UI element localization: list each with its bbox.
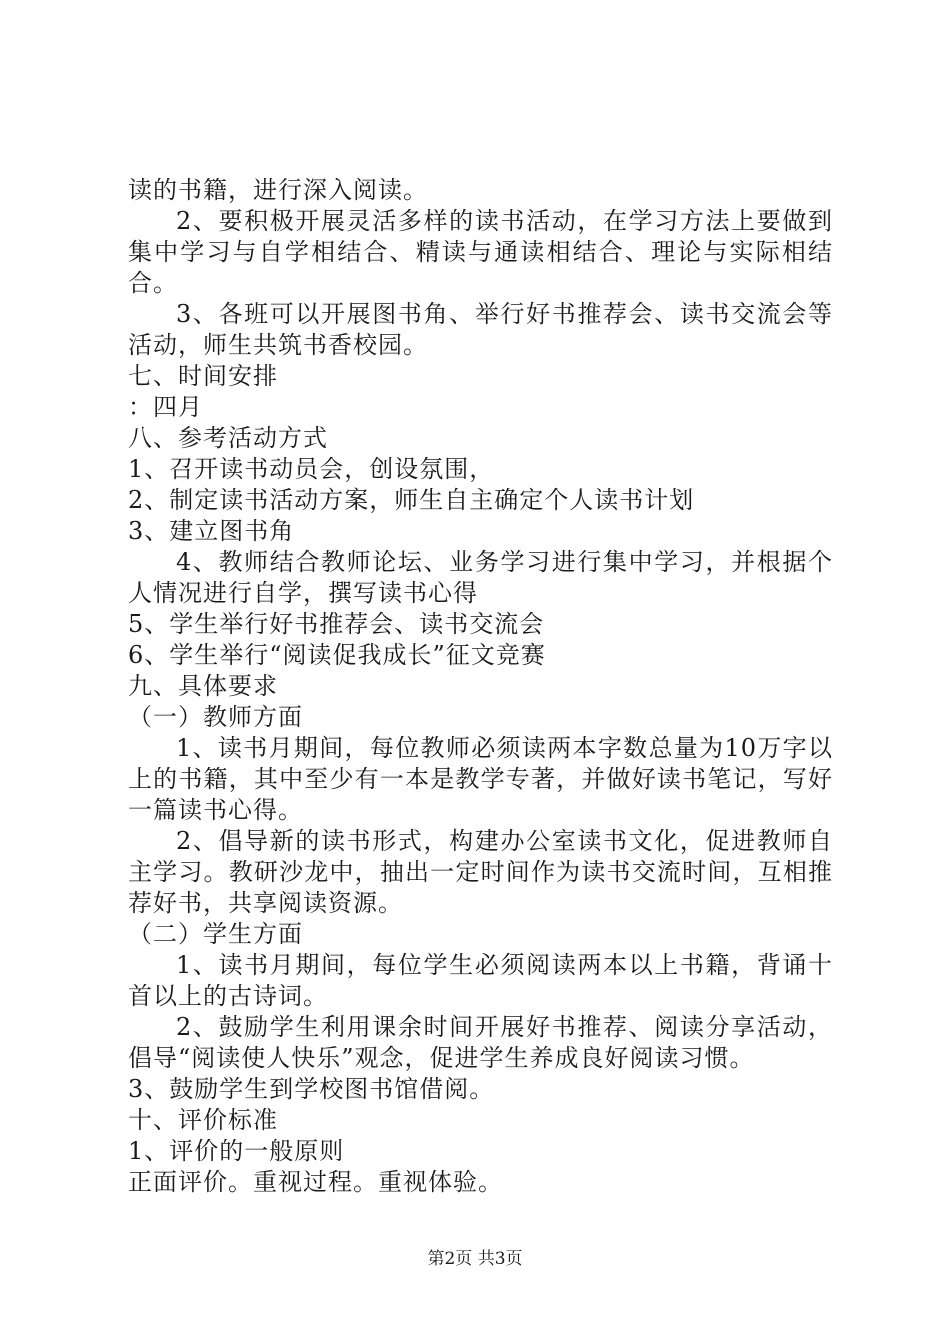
page-footer: 第2页 共3页 <box>427 1249 523 1269</box>
list-item: 3、鼓励学生到学校图书馆借阅。 <box>128 1075 495 1103</box>
document-body <box>128 175 833 1198</box>
list-item: 1、读书月期间，每位学生必须阅读两本以上书籍，背诵十首以上的古诗词。 <box>128 951 833 1010</box>
paragraph: 2、要积极开展灵活多样的读书活动，在学习方法上要做到集中学习与自学相结合、精读与通读相结合、理论与实际相结合。 <box>128 207 833 297</box>
list-item: 1、读书月期间，每位教师必须读两本字数总量为10万字以上的书籍，其中至少有一本是教学专著，并做好读书笔记，写好一篇读书心得。 <box>128 734 833 824</box>
list-item: 1、召开读书动员会，创设氛围， <box>128 455 495 483</box>
list-item: 6、学生举行“阅读促我成长”征文竞赛 <box>128 641 546 669</box>
list-item: 3、建立图书角 <box>128 517 295 545</box>
list-item: 2、制定读书活动方案，师生自主确定个人读书计划 <box>128 486 695 514</box>
list-item: 2、鼓励学生利用课余时间开展好书推荐、阅读分享活动，倡导“阅读使人快乐”观念，促进学生养成良好阅读习惯。 <box>128 1013 833 1072</box>
subsection-heading: （二）学生方面 <box>128 920 303 948</box>
paragraph: 读的书籍，进行深入阅读。 <box>128 176 428 204</box>
list-item: 5、学生举行好书推荐会、读书交流会 <box>128 610 545 638</box>
paragraph: 3、各班可以开展图书角、举行好书推荐会、读书交流会等活动，师生共筑书香校园。 <box>128 300 833 359</box>
section-heading: 八、参考活动方式 <box>128 424 328 452</box>
paragraph: ：四月 <box>128 393 203 421</box>
section-heading: 十、评价标准 <box>128 1106 278 1134</box>
section-heading: 九、具体要求 <box>128 672 278 700</box>
list-item: 4、教师结合教师论坛、业务学习进行集中学习，并根据个人情况进行自学，撰写读书心得 <box>128 548 833 607</box>
section-heading: 七、时间安排 <box>128 362 278 390</box>
subsection-heading: （一）教师方面 <box>128 703 303 731</box>
list-item: 1、评价的一般原则 <box>128 1137 345 1165</box>
list-item: 2、倡导新的读书形式，构建办公室读书文化，促进教师自主学习。教研沙龙中，抽出一定时间作为读书交流时间，互相推荐好书，共享阅读资源。 <box>128 827 833 917</box>
paragraph: 正面评价。重视过程。重视体验。 <box>128 1168 503 1196</box>
